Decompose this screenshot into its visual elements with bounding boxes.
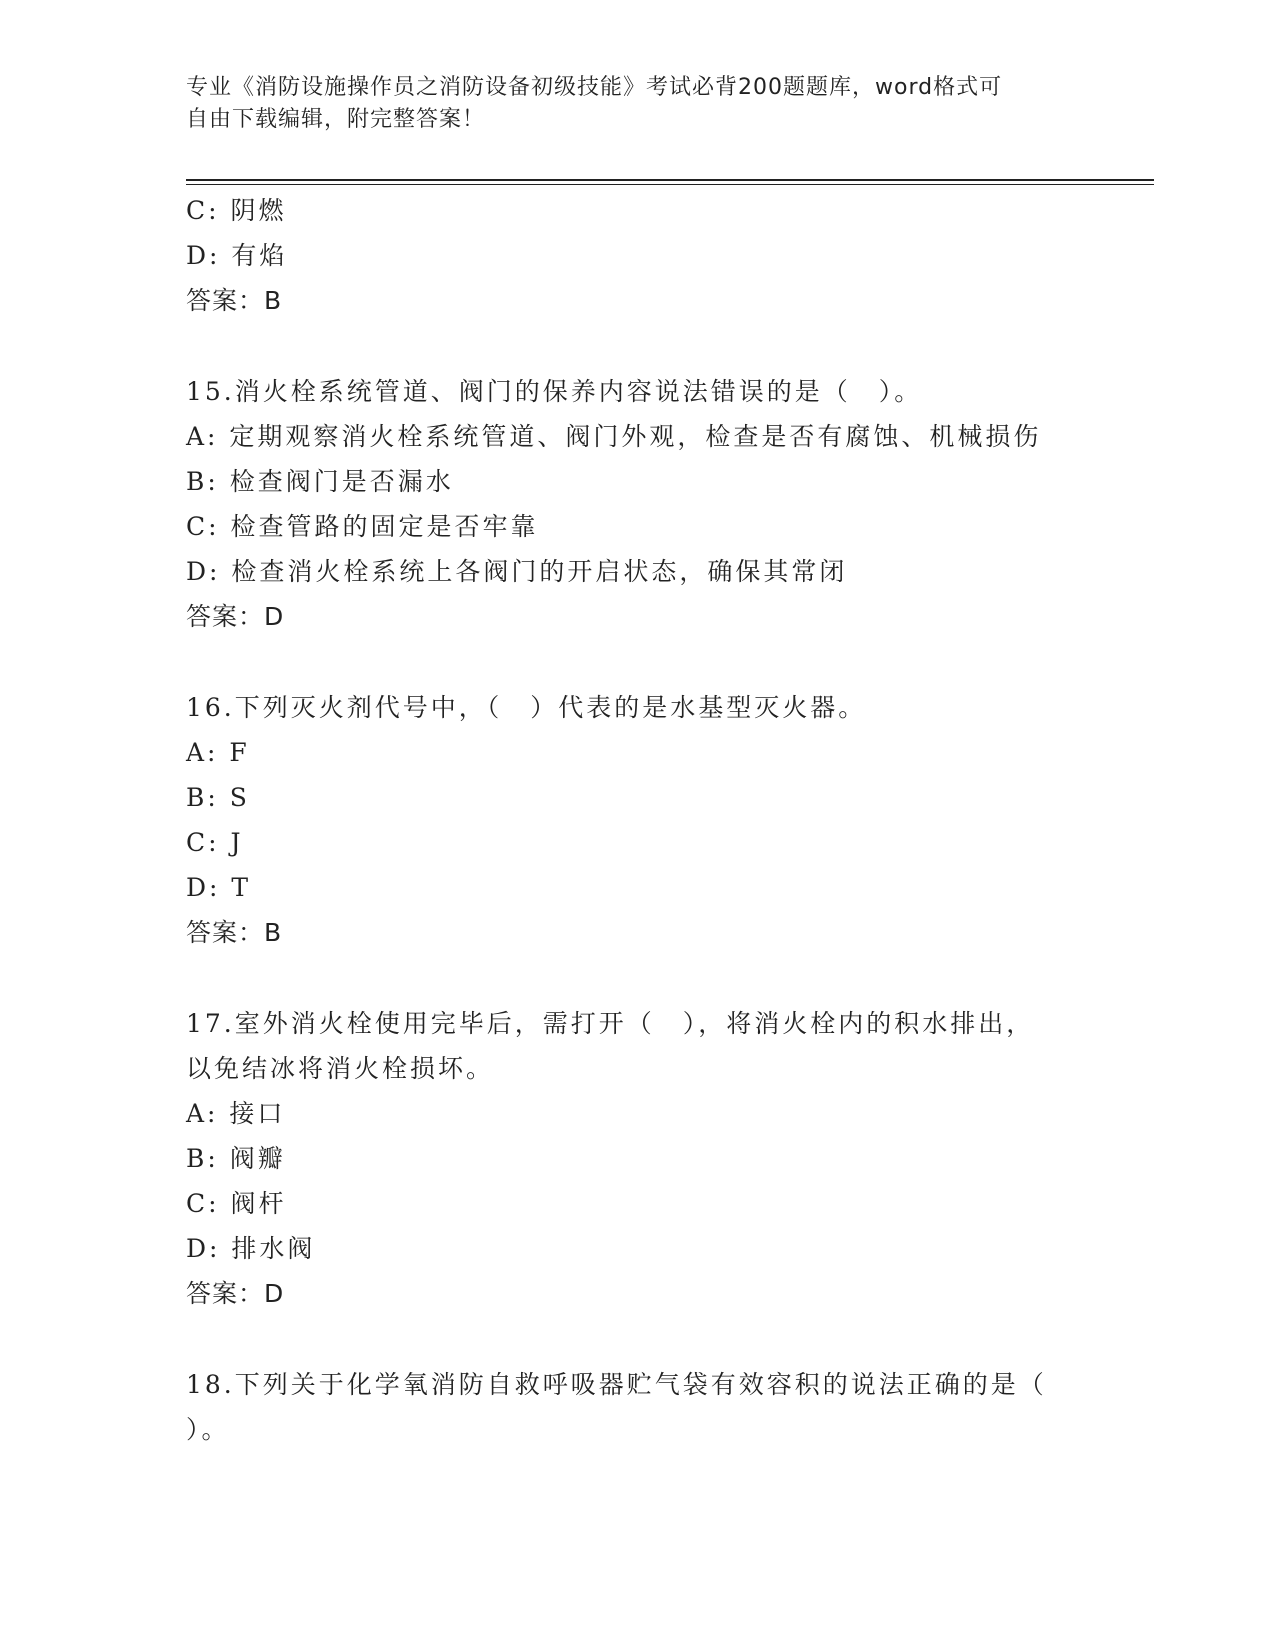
option-a: A: F (186, 738, 250, 767)
header-divider-thin (186, 184, 1154, 185)
question-18 (186, 1362, 1086, 1452)
document-body (186, 188, 1086, 1452)
option-c: C: J (186, 828, 244, 857)
answer-line: 答案：B (186, 286, 283, 315)
option-b: B: 阀瓣 (186, 1144, 286, 1173)
option-c: C: 阴燃 (186, 196, 287, 225)
answer-line: 答案：D (186, 602, 285, 631)
question-stem-line-2: ）。 (186, 1415, 230, 1444)
question-stem-line-2: 以免结冰将消火栓损坏。 (186, 1054, 495, 1083)
document-header (186, 72, 1066, 136)
question-16 (186, 685, 1086, 955)
header-title-line-1: 专业《消防设施操作员之消防设备初级技能》考试必背200题题库，word格式可 (186, 75, 1003, 100)
option-d: D: 检查消火栓系统上各阀门的开启状态，确保其常闭 (186, 557, 848, 586)
header-title-line-2: 自由下载编辑，附完整答案！ (186, 107, 486, 132)
question-stem-line-1: 18.下列关于化学氧消防自救呼吸器贮气袋有效容积的说法正确的是（ (186, 1370, 1047, 1399)
header-divider-thick (186, 179, 1154, 181)
question-stem-line-1: 17.室外消火栓使用完毕后，需打开（ ），将消火栓内的积水排出， (186, 1009, 1035, 1038)
option-b: B: 检查阀门是否漏水 (186, 467, 454, 496)
option-d: D: 排水阀 (186, 1234, 316, 1263)
question-15 (186, 369, 1086, 639)
option-d: D: T (186, 873, 252, 902)
option-c: C: 检查管路的固定是否牢靠 (186, 512, 539, 541)
option-a: A: 接口 (186, 1099, 286, 1128)
option-a: A: 定期观察消火栓系统管道、阀门外观，检查是否有腐蚀、机械损伤 (186, 422, 1042, 451)
option-d: D: 有焰 (186, 241, 288, 270)
question-stem: 16.下列灭火剂代号中，（ ）代表的是水基型灭火器。 (186, 693, 867, 722)
option-c: C: 阀杆 (186, 1189, 287, 1218)
question-14-continuation (186, 188, 1086, 323)
question-stem: 15.消火栓系统管道、阀门的保养内容说法错误的是（ ）。 (186, 377, 923, 406)
answer-line: 答案：D (186, 1279, 285, 1308)
option-b: B: S (186, 783, 250, 812)
question-17 (186, 1001, 1086, 1316)
answer-line: 答案：B (186, 918, 283, 947)
